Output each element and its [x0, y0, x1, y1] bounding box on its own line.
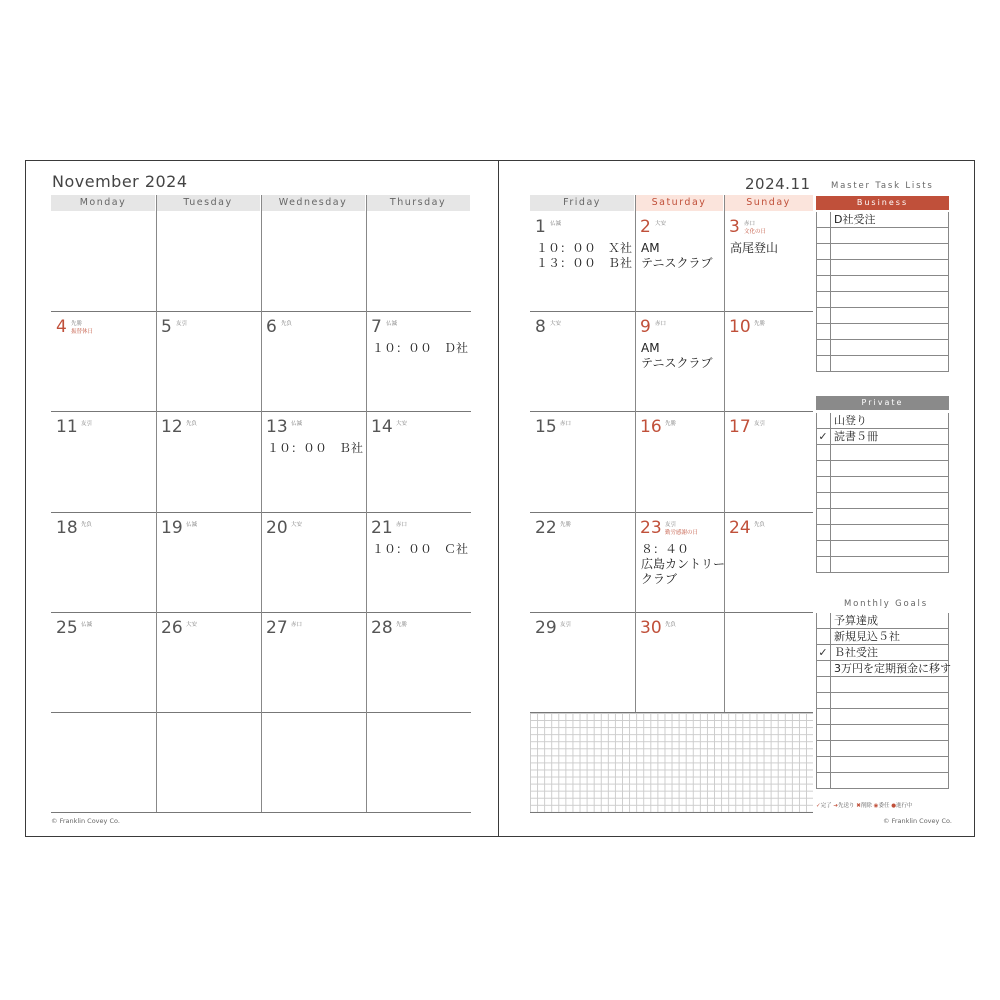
day-number: 30	[640, 618, 662, 638]
monthly-goal-row[interactable]	[816, 613, 949, 629]
rokuyo-label: 先勝	[754, 321, 766, 327]
day-number: 18	[56, 518, 78, 538]
rokuyo-label: 大安	[291, 522, 303, 528]
task-text: 山登り	[834, 414, 867, 427]
day-header-friday: Friday	[530, 195, 634, 211]
task-text: 読書５冊	[834, 430, 878, 443]
rokuyo-label: 仏滅	[550, 221, 562, 227]
master-task-title: Master Task Lists	[831, 181, 934, 191]
day-number: 28	[371, 618, 393, 638]
rokuyo-label: 大安	[396, 421, 408, 427]
rokuyo-label: 友引	[754, 421, 766, 427]
private-task-row[interactable]	[816, 525, 949, 541]
rokuyo-label: 赤口	[560, 421, 572, 427]
business-task-row[interactable]	[816, 308, 949, 324]
status-checkbox[interactable]	[816, 541, 831, 557]
private-task-row[interactable]	[816, 493, 949, 509]
day-cell[interactable]	[51, 311, 156, 411]
rokuyo-label: 先勝	[396, 622, 408, 628]
day-header-sunday: Sunday	[724, 195, 813, 211]
monthly-goals-title: Monthly Goals	[844, 599, 928, 609]
day-cell[interactable]	[530, 411, 635, 511]
day-number: 22	[535, 518, 557, 538]
day-number: 5	[161, 317, 172, 337]
day-number: 6	[266, 317, 277, 337]
business-tab: Business	[816, 196, 949, 210]
status-checkbox[interactable]	[816, 493, 831, 509]
day-cell[interactable]	[724, 311, 813, 411]
monthly-goal-row[interactable]	[816, 629, 949, 645]
monthly-goal-row[interactable]	[816, 709, 949, 725]
day-cell[interactable]	[261, 311, 366, 411]
status-checkbox[interactable]	[816, 461, 831, 477]
private-task-row[interactable]	[816, 413, 949, 429]
day-number: 3	[729, 217, 740, 237]
rokuyo-label: 友引	[560, 622, 572, 628]
rokuyo-label: 先勝	[665, 421, 677, 427]
monthly-goal-row[interactable]	[816, 741, 949, 757]
status-checkbox[interactable]	[816, 324, 831, 340]
task-text: Ｂ社受注	[834, 646, 878, 659]
schedule-entry: １０：００ Ｃ社	[372, 542, 469, 556]
rokuyo-label: 大安	[655, 221, 667, 227]
rokuyo-label: 友引	[81, 421, 93, 427]
status-checkbox[interactable]	[816, 228, 831, 244]
day-cell[interactable]	[366, 311, 471, 411]
status-checkbox[interactable]	[816, 340, 831, 356]
day-number: 13	[266, 417, 288, 437]
status-checkbox[interactable]: ✓	[816, 429, 831, 445]
rokuyo-label: 先勝	[560, 522, 572, 528]
status-checkbox[interactable]	[816, 445, 831, 461]
rokuyo-label: 先負	[186, 421, 198, 427]
private-task-row[interactable]	[816, 557, 949, 573]
copyright-left: © Franklin Covey Co.	[51, 817, 120, 825]
day-header-monday: Monday	[51, 195, 155, 211]
binding-gutter	[498, 160, 499, 837]
task-text: 3万円を定期預金に移す	[834, 662, 951, 675]
status-checkbox[interactable]	[816, 260, 831, 276]
schedule-entry: AM テニスクラブ	[641, 341, 713, 370]
day-cell[interactable]	[530, 612, 635, 712]
rokuyo-label: 先負	[754, 522, 766, 528]
day-header-tuesday: Tuesday	[156, 195, 260, 211]
day-number: 11	[56, 417, 78, 437]
status-checkbox[interactable]	[816, 308, 831, 324]
schedule-entry: 高尾登山	[730, 241, 779, 255]
schedule-entry: １０：００ Ｄ社	[372, 341, 469, 355]
day-header-saturday: Saturday	[635, 195, 723, 211]
day-header-thursday: Thursday	[366, 195, 470, 211]
legend-progress: 進行中	[896, 803, 913, 809]
business-task-row[interactable]	[816, 324, 949, 340]
monthly-goal-row[interactable]	[816, 677, 949, 693]
monthly-goal-row[interactable]	[816, 757, 949, 773]
day-number: 16	[640, 417, 662, 437]
day-number: 21	[371, 518, 393, 538]
rokuyo-label: 仏滅	[291, 421, 303, 427]
task-text: 予算達成	[834, 614, 878, 627]
status-checkbox[interactable]	[816, 725, 831, 741]
day-cell[interactable]	[724, 411, 813, 511]
day-number: 29	[535, 618, 557, 638]
day-number: 20	[266, 518, 288, 538]
status-checkbox[interactable]	[816, 613, 831, 629]
rokuyo-label: 大安	[550, 321, 562, 327]
rokuyo-label: 赤口	[291, 622, 303, 628]
day-cell[interactable]	[156, 512, 261, 612]
copyright-right: © Franklin Covey Co.	[883, 817, 952, 825]
day-number: 15	[535, 417, 557, 437]
holiday-label: 勤労感謝の日	[665, 530, 699, 536]
legend-done: 完了	[820, 803, 832, 809]
day-number: 8	[535, 317, 546, 337]
day-number: 24	[729, 518, 751, 538]
status-checkbox[interactable]	[816, 356, 831, 372]
status-checkbox[interactable]	[816, 773, 831, 789]
day-number: 14	[371, 417, 393, 437]
day-cell[interactable]	[261, 512, 366, 612]
day-number: 12	[161, 417, 183, 437]
private-task-row[interactable]	[816, 541, 949, 557]
day-number: 10	[729, 317, 751, 337]
rokuyo-label: 仏滅	[386, 321, 398, 327]
holiday-label: 振替休日	[71, 329, 94, 335]
status-checkbox[interactable]	[816, 661, 831, 677]
monthly-goal-row[interactable]	[816, 661, 949, 677]
day-number: 2	[640, 217, 651, 237]
notes-grid[interactable]	[530, 713, 813, 813]
business-task-row[interactable]	[816, 356, 949, 372]
delete-icon: ✖	[856, 803, 861, 809]
day-cell[interactable]	[261, 612, 366, 712]
private-task-row[interactable]	[816, 477, 949, 493]
day-cell[interactable]	[635, 211, 724, 311]
business-task-row[interactable]	[816, 244, 949, 260]
day-number: 26	[161, 618, 183, 638]
day-header-wednesday: Wednesday	[261, 195, 365, 211]
row-divider	[51, 812, 471, 813]
day-cell[interactable]	[51, 411, 156, 511]
private-task-row[interactable]	[816, 461, 949, 477]
monthly-goal-row[interactable]	[816, 645, 949, 661]
day-cell[interactable]	[51, 612, 156, 712]
day-cell[interactable]	[156, 612, 261, 712]
day-cell[interactable]	[635, 311, 724, 411]
status-legend	[816, 801, 913, 809]
day-cell[interactable]	[724, 512, 813, 612]
delegate-icon: ◉	[873, 803, 879, 809]
rokuyo-label: 赤口	[655, 321, 667, 327]
forward-icon: ➔	[833, 803, 838, 809]
schedule-entry: １０：００ Ｂ社	[267, 441, 364, 455]
day-cell[interactable]	[530, 512, 635, 612]
status-checkbox[interactable]	[816, 525, 831, 541]
status-checkbox[interactable]	[816, 244, 831, 260]
day-number: 27	[266, 618, 288, 638]
day-cell[interactable]	[530, 211, 635, 311]
status-checkbox[interactable]	[816, 693, 831, 709]
day-number: 7	[371, 317, 382, 337]
business-task-row[interactable]	[816, 228, 949, 244]
holiday-label: 文化の日	[744, 229, 767, 235]
day-number: 1	[535, 217, 546, 237]
rokuyo-label: 友引	[176, 321, 188, 327]
private-task-row[interactable]	[816, 445, 949, 461]
month-title: November 2024	[52, 172, 188, 191]
day-number: 9	[640, 317, 651, 337]
legend-delegate: 委任	[878, 803, 890, 809]
day-cell[interactable]	[51, 512, 156, 612]
legend-delete: 削除	[860, 803, 872, 809]
business-task-row[interactable]	[816, 340, 949, 356]
private-tab: Private	[816, 396, 949, 410]
rokuyo-label: 先負	[281, 321, 293, 327]
rokuyo-label: 先勝	[71, 321, 83, 327]
day-cell[interactable]	[156, 311, 261, 411]
status-checkbox[interactable]	[816, 509, 831, 525]
schedule-entry: １０：００ Ｘ社 １３：００ Ｂ社	[536, 241, 633, 270]
monthly-goal-row[interactable]	[816, 773, 949, 789]
status-checkbox[interactable]	[816, 557, 831, 573]
day-number: 23	[640, 518, 662, 538]
business-task-row[interactable]	[816, 212, 949, 228]
rokuyo-label: 赤口	[744, 221, 756, 227]
private-task-row[interactable]	[816, 429, 949, 445]
done-icon: ✓	[816, 803, 821, 809]
status-checkbox[interactable]	[816, 709, 831, 725]
private-task-row[interactable]	[816, 509, 949, 525]
status-checkbox[interactable]	[816, 757, 831, 773]
day-cell[interactable]	[724, 211, 813, 311]
task-text: 新規見込５社	[834, 630, 900, 643]
day-cell[interactable]	[261, 411, 366, 511]
day-cell[interactable]	[635, 512, 724, 612]
rokuyo-label: 大安	[186, 622, 198, 628]
status-checkbox[interactable]	[816, 276, 831, 292]
task-text: D社受注	[834, 213, 876, 226]
rokuyo-label: 仏滅	[186, 522, 198, 528]
business-task-row[interactable]	[816, 260, 949, 276]
day-number: 4	[56, 317, 67, 337]
day-number: 25	[56, 618, 78, 638]
month-code: 2024.11	[745, 175, 811, 193]
day-cell[interactable]	[635, 612, 724, 712]
day-cell[interactable]	[366, 512, 471, 612]
legend-forward: 先送り	[837, 803, 855, 809]
rokuyo-label: 友引	[665, 522, 677, 528]
schedule-entry: ８：４０ 広島カントリー クラブ	[641, 542, 726, 586]
monthly-goal-row[interactable]	[816, 725, 949, 741]
status-checkbox[interactable]	[816, 292, 831, 308]
status-checkbox[interactable]	[816, 413, 831, 429]
day-cell[interactable]	[635, 411, 724, 511]
day-cell[interactable]	[366, 411, 471, 511]
rokuyo-label: 先負	[665, 622, 677, 628]
rokuyo-label: 先負	[81, 522, 93, 528]
business-task-row[interactable]	[816, 276, 949, 292]
status-checkbox[interactable]	[816, 212, 831, 228]
rokuyo-label: 仏滅	[81, 622, 93, 628]
status-checkbox[interactable]	[816, 477, 831, 493]
day-cell[interactable]	[366, 612, 471, 712]
status-checkbox[interactable]	[816, 629, 831, 645]
schedule-entry: AM テニスクラブ	[641, 241, 713, 270]
rokuyo-label: 赤口	[396, 522, 408, 528]
status-checkbox[interactable]	[816, 677, 831, 693]
progress-icon: ●	[891, 803, 897, 809]
status-checkbox[interactable]: ✓	[816, 645, 831, 661]
status-checkbox[interactable]	[816, 741, 831, 757]
day-number: 19	[161, 518, 183, 538]
monthly-goal-row[interactable]	[816, 693, 949, 709]
day-cell[interactable]	[156, 411, 261, 511]
day-cell[interactable]	[530, 311, 635, 411]
business-task-row[interactable]	[816, 292, 949, 308]
day-number: 17	[729, 417, 751, 437]
